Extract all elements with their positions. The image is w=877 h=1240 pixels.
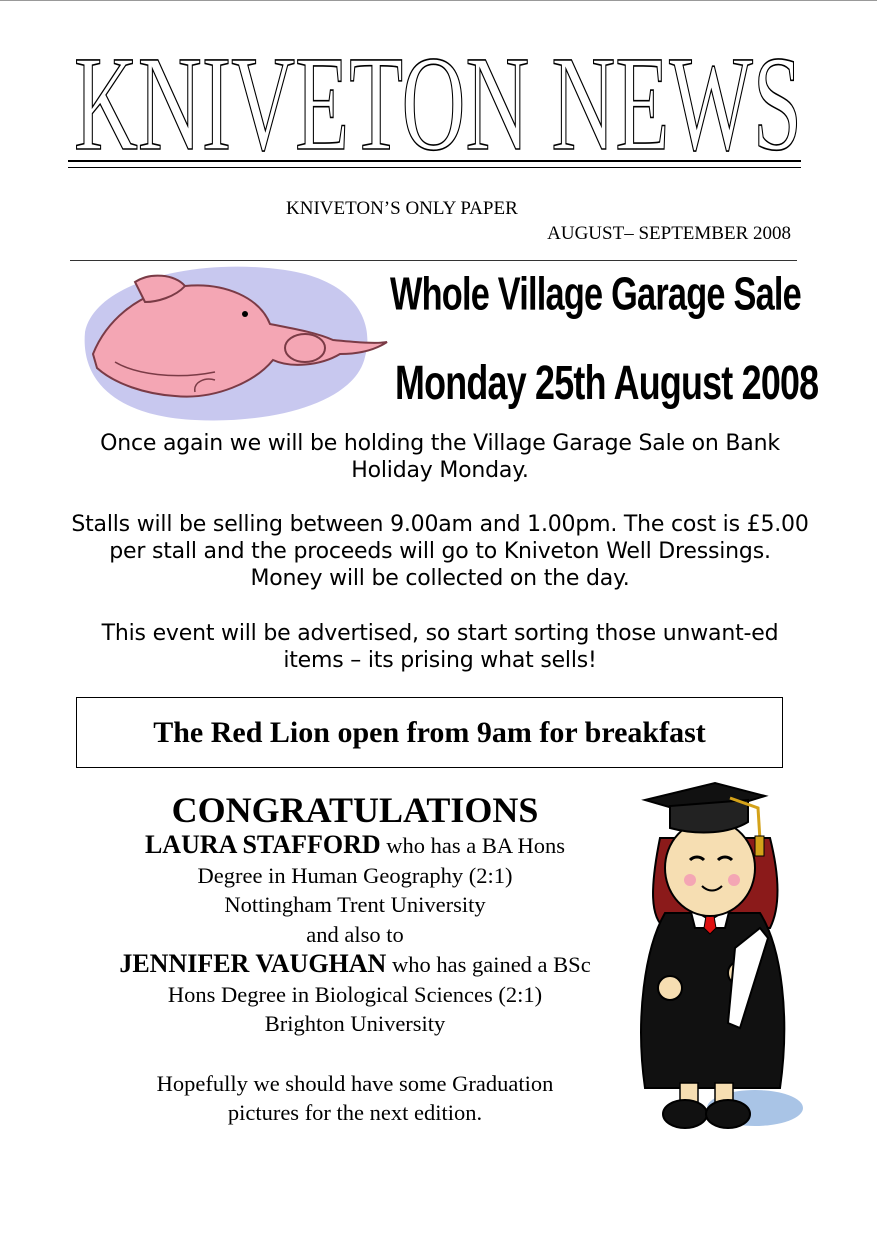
- red-lion-notice: [76, 697, 783, 768]
- connector-text: and also to: [306, 921, 404, 947]
- graduate-university: Brighton University: [264, 1011, 446, 1036]
- congrats-line: [65, 949, 645, 980]
- congratulations-section: [65, 790, 645, 1128]
- graduate-detail: who has a BA Hons: [380, 833, 566, 858]
- graduate-detail: Degree in Human Geography (2:1): [197, 862, 513, 888]
- graduate-clipart: [630, 778, 805, 1138]
- garage-sale-paragraph-2: Stalls will be selling between 9.00am and 1.00pm. The cost is £5.00 per stall and the proceeds will go to Kniveton Well Dressings. Money will be collected on the day.: [71, 512, 809, 591]
- garage-sale-paragraph-1: Once again we will be holding the Village Garage Sale on Bank Holiday Monday.: [100, 431, 780, 483]
- closing-line: Hopefully we should have some Graduation: [156, 1070, 554, 1096]
- tagline: KNIVETON’S ONLY PAPER: [286, 198, 518, 219]
- closing-line: pictures for the next edition.: [227, 1100, 483, 1125]
- graduate-detail: who has gained a BSc: [386, 952, 591, 977]
- masthead-rule: [68, 160, 801, 168]
- masthead: [68, 36, 808, 166]
- garage-sale-headline: Whole Village Garage Sale: [390, 268, 801, 321]
- header-divider: [70, 260, 797, 261]
- graduate-detail: Hons Degree in Biological Sciences (2:1): [167, 981, 543, 1007]
- red-lion-notice-text: The Red Lion open from 9am for breakfast: [153, 715, 706, 749]
- congrats-line: [65, 830, 645, 861]
- pig-clipart: [75, 262, 390, 427]
- page-top-border: [0, 0, 877, 1]
- garage-sale-date: Monday 25th August 2008: [395, 354, 819, 410]
- graduate-name: LAURA STAFFORD: [144, 830, 381, 859]
- congratulations-heading: CONGRATULATIONS: [171, 790, 539, 830]
- edition-date: AUGUST– SEPTEMBER 2008: [547, 223, 791, 244]
- garage-sale-paragraph-3: This event will be advertised, so start sorting those unwant-ed items – its prising what sells!: [101, 621, 779, 673]
- graduate-name: JENNIFER VAUGHAN: [119, 949, 387, 978]
- masthead-title: KNIVETON NEWS: [74, 36, 802, 166]
- spacer: [65, 1039, 645, 1069]
- graduate-university: Nottingham Trent University: [224, 892, 486, 917]
